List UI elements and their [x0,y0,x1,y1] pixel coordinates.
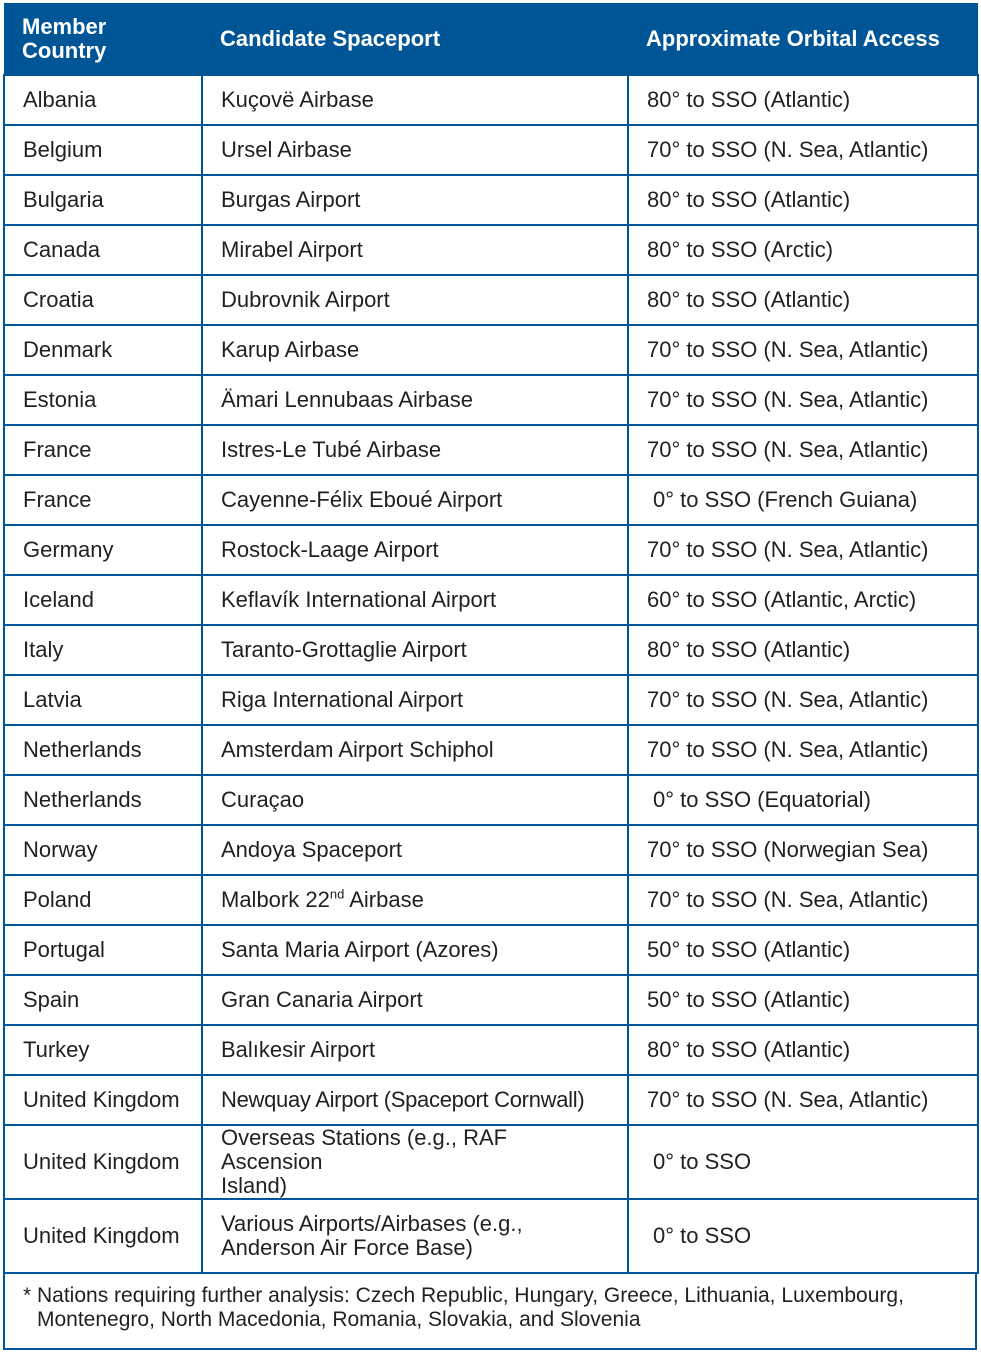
table-row [4,325,978,375]
table-header-row [4,3,978,75]
spaceport-cell: Santa Maria Airport (Azores) [202,925,628,975]
access-cell: 50° to SSO (Atlantic) [628,975,978,1025]
country-cell: Bulgaria [4,175,202,225]
access-cell: 80° to SSO (Atlantic) [628,175,978,225]
access-cell: 70° to SSO (N. Sea, Atlantic) [628,325,978,375]
table-row [4,925,978,975]
spaceport-line-1: Various Airports/Airbases (e.g., [221,1211,523,1236]
table-row [4,825,978,875]
spaceport-line-1: Overseas Stations (e.g., RAF Ascension [221,1125,508,1174]
spaceport-cell: Ursel Airbase [202,125,628,175]
spaceport-cell: Dubrovnik Airport [202,275,628,325]
access-cell: 0° to SSO (Equatorial) [628,775,978,825]
access-cell: 70° to SSO (Norwegian Sea) [628,825,978,875]
access-cell: 70° to SSO (N. Sea, Atlantic) [628,725,978,775]
spaceport-line-2: Island) [221,1173,288,1198]
table-row [4,475,978,525]
ordinal-suffix: nd [329,886,345,902]
spaceport-cell: Riga International Airport [202,675,628,725]
spaceport-cell: Keflavík International Airport [202,575,628,625]
spaceport-table [3,3,979,1274]
spaceport-cell: Balıkesir Airport [202,1025,628,1075]
access-cell: 0° to SSO [628,1125,978,1199]
access-cell: 80° to SSO (Atlantic) [628,275,978,325]
country-cell: Italy [4,625,202,675]
spaceport-cell: Mirabel Airport [202,225,628,275]
spaceport-cell: Istres-Le Tubé Airbase [202,425,628,475]
spaceport-cell: Cayenne-Félix Eboué Airport [202,475,628,525]
spaceport-cell: Rostock-Laage Airport [202,525,628,575]
spaceport-cell: Taranto-Grottaglie Airport [202,625,628,675]
access-cell: 80° to SSO (Atlantic) [628,1025,978,1075]
table-row [4,875,978,925]
footnote-line-1: * Nations requiring further analysis: Czech Republic, Hungary, Greece, Lithuania, Luxembourg, [23,1284,904,1307]
country-cell: France [4,425,202,475]
spaceport-cell: Burgas Airport [202,175,628,225]
country-cell: France [4,475,202,525]
country-cell: Denmark [4,325,202,375]
table-row [4,1025,978,1075]
access-cell: 70° to SSO (N. Sea, Atlantic) [628,875,978,925]
country-cell: Canada [4,225,202,275]
spaceport-cell: Ämari Lennubaas Airbase [202,375,628,425]
spaceport-cell: Kuçovë Airbase [202,75,628,125]
spaceport-cell: Amsterdam Airport Schiphol [202,725,628,775]
access-cell: 70° to SSO (N. Sea, Atlantic) [628,525,978,575]
country-cell: United Kingdom [4,1125,202,1199]
table-row [4,275,978,325]
table-row [4,1125,978,1199]
access-cell: 80° to SSO (Atlantic) [628,75,978,125]
access-cell: 60° to SSO (Atlantic, Arctic) [628,575,978,625]
table-row [4,175,978,225]
table-row [4,675,978,725]
country-cell: Netherlands [4,725,202,775]
spaceport-cell: Karup Airbase [202,325,628,375]
table-row [4,575,978,625]
access-cell: 70° to SSO (N. Sea, Atlantic) [628,1075,978,1125]
table-row [4,975,978,1025]
country-cell: Iceland [4,575,202,625]
access-cell: 80° to SSO (Atlantic) [628,625,978,675]
country-cell: Netherlands [4,775,202,825]
access-cell: 70° to SSO (N. Sea, Atlantic) [628,375,978,425]
country-cell: United Kingdom [4,1075,202,1125]
access-cell: 80° to SSO (Arctic) [628,225,978,275]
table-row [4,375,978,425]
spaceport-line-2: Anderson Air Force Base) [221,1235,473,1260]
footnote [3,1274,977,1350]
table-row [4,225,978,275]
access-cell: 0° to SSO (French Guiana) [628,475,978,525]
table-row [4,425,978,475]
header-candidate-spaceport: Candidate Spaceport [202,3,628,75]
table-row [4,625,978,675]
access-cell: 70° to SSO (N. Sea, Atlantic) [628,125,978,175]
spaceport-cell: Andoya Spaceport [202,825,628,875]
table-row [4,1199,978,1273]
header-orbital-access: Approximate Orbital Access [628,3,978,75]
access-cell: 50° to SSO (Atlantic) [628,925,978,975]
spaceport-cell [202,875,628,925]
table-row [4,525,978,575]
header-member-country: Member Country [4,3,202,75]
spaceport-cell: Curaçao [202,775,628,825]
spaceport-table-container [3,3,977,1350]
spaceport-cell [202,1125,628,1199]
spaceport-cell [202,1199,628,1273]
table-row [4,1075,978,1125]
access-cell: 70° to SSO (N. Sea, Atlantic) [628,675,978,725]
country-cell: United Kingdom [4,1199,202,1273]
table-row [4,125,978,175]
country-cell: Germany [4,525,202,575]
spaceport-suffix: Airbase [344,887,424,912]
table-row [4,725,978,775]
spaceport-cell: Newquay Airport (Spaceport Cornwall) [202,1075,628,1125]
country-cell: Poland [4,875,202,925]
table-row [4,75,978,125]
country-cell: Spain [4,975,202,1025]
access-cell: 70° to SSO (N. Sea, Atlantic) [628,425,978,475]
country-cell: Turkey [4,1025,202,1075]
country-cell: Albania [4,75,202,125]
country-cell: Belgium [4,125,202,175]
footnote-line-2: Montenegro, North Macedonia, Romania, Slovakia, and Slovenia [37,1308,641,1331]
spaceport-prefix: Malbork 22 [221,887,330,912]
country-cell: Portugal [4,925,202,975]
country-cell: Croatia [4,275,202,325]
table-row [4,775,978,825]
country-cell: Estonia [4,375,202,425]
country-cell: Norway [4,825,202,875]
spaceport-cell: Gran Canaria Airport [202,975,628,1025]
country-cell: Latvia [4,675,202,725]
access-cell: 0° to SSO [628,1199,978,1273]
